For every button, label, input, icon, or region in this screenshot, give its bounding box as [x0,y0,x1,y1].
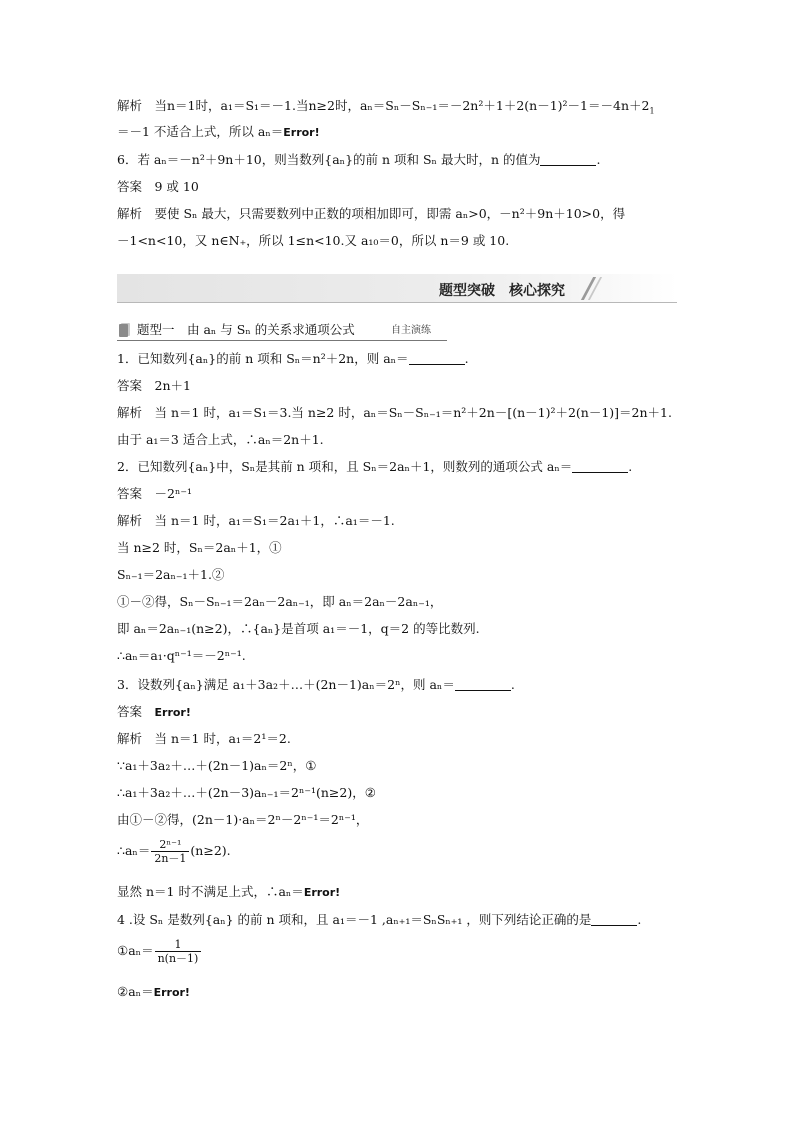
text: (n≥2). [190,843,231,858]
question-text: 2．已知数列{aₙ}中，Sₙ是其前 n 项和，且 Sₙ＝2aₙ＋1，则数列的通项公式 aₙ＝ [117,459,573,474]
question-text: 6．若 aₙ＝－n²＋9n＋10，则当数列{aₙ}的前 n 项和 Sₙ 最大时，n 的值为 [117,152,541,167]
solution-line: 由①－②得，(2n－1)·aₙ＝2ⁿ－2ⁿ⁻¹＝2ⁿ⁻¹， [117,812,369,827]
error-text: Error! [154,706,191,719]
answer-blank [591,913,637,926]
text: ①aₙ＝ [117,943,154,958]
question-6: 6．若 aₙ＝－n²＋9n＋10，则当数列{aₙ}的前 n 项和 Sₙ 最大时，n 的值为 . [117,152,601,167]
text: ＝－1 不适合上式，所以 aₙ＝ [117,124,284,139]
section-banner [117,274,677,303]
solution-line [117,884,340,901]
question-3: 3．设数列{aₙ}满足 a₁＋3a₂＋…＋(2n－1)aₙ＝2ⁿ，则 aₙ＝ . [117,677,515,692]
solution-line: 当 n≥2 时，Sₙ＝2aₙ＋1，① [117,540,282,555]
answer-line: 答案 －2ⁿ⁻¹ [117,486,192,501]
answer-blank [572,460,628,473]
error-text: Error! [303,886,341,899]
solution-line: ∵a₁＋3a₂＋…＋(2n－1)aₙ＝2ⁿ，① [117,758,317,773]
solution-line: 由于 a₁＝3 适合上式，∴aₙ＝2n＋1. [117,432,324,447]
question-text: 4 .设 Sₙ 是数列{aₙ} 的前 n 项和，且 a₁＝－1 ,aₙ₊₁＝SₙSₙ₊₁ ，则下列结论正确的是 [117,912,592,927]
answer-line: 答案 9 或 10 [117,179,199,194]
text: 显然 n＝1 时不满足上式，∴aₙ＝ [117,884,304,899]
question-4: 4 .设 Sₙ 是数列{aₙ} 的前 n 项和，且 a₁＝－1 ,aₙ₊₁＝SₙSₙ₊₁ ，则下列结论正确的是 . [117,912,642,927]
numerator: 1 [155,938,202,952]
solution-line: 解析 当 n＝1 时，a₁＝S₁＝3.当 n≥2 时，aₙ＝Sₙ－Sₙ₋₁＝n²＋2n－[(n－1)²＋2(n－1)]＝2n＋1. [117,405,672,420]
solution-line: 即 aₙ＝2aₙ₋₁(n≥2)，∴{aₙ}是首项 a₁＝－1，q＝2 的等比数列. [117,621,480,636]
solution-line: ①－②得，Sₙ－Sₙ₋₁＝2aₙ－2aₙ₋₁，即 aₙ＝2aₙ－2aₙ₋₁， [117,594,443,609]
solution-line: 解析 当 n＝1 时，a₁＝S₁＝2a₁＋1，∴a₁＝－1. [117,513,395,528]
fraction [155,938,202,965]
answer-label: 答案 [117,704,155,719]
section-title: 题型一 由 aₙ 与 Sₙ 的关系求通项公式 [137,322,355,337]
numerator: 2ⁿ⁻¹ [151,838,189,852]
solution-line: Sₙ₋₁＝2aₙ₋₁＋1.② [117,567,225,582]
option-2 [117,984,190,1001]
denominator: 2n－1 [154,852,187,865]
subscript: 1 [649,106,655,116]
text: 解析 当n＝1时，a₁＝S₁＝－1.当n≥2时，aₙ＝Sₙ－Sₙ₋₁＝－2n²＋1＋2(n－1)²－1＝－4n＋2 [117,98,650,113]
solution-line [117,98,655,120]
answer-blank [409,352,465,365]
solution-line: 解析 当 n＝1 时，a₁＝2¹＝2. [117,731,291,746]
error-text: Error! [153,986,190,999]
section-note: 自主演练 [391,325,431,336]
banner-title: 题型突破 核心探究 [439,283,565,299]
solution-line: ∴a₁＋3a₂＋…＋(2n－3)aₙ₋₁＝2ⁿ⁻¹(n≥2)，② [117,785,376,800]
question-text: 3．设数列{aₙ}满足 a₁＋3a₂＋…＋(2n－1)aₙ＝2ⁿ，则 aₙ＝ [117,677,455,692]
fraction [151,838,189,865]
answer-blank [540,153,596,166]
solution-line: ∴aₙ＝a₁·qⁿ⁻¹＝－2ⁿ⁻¹. [117,648,246,663]
solution-line: 解析 要使 Sₙ 最大，只需要数列中正数的项相加即可，即需 aₙ>0，－n²＋9n＋10>0，得 [117,206,626,221]
answer-line: 答案 2n＋1 [117,378,191,393]
solution-line: －1<n<10，又 n∈N₊，所以 1≤n<10.又 a₁₀＝0，所以 n＝9 或 10. [117,233,510,248]
error-text: Error! [283,126,320,139]
section-heading [117,322,447,341]
question-1: 1．已知数列{aₙ}的前 n 项和 Sₙ＝n²＋2n，则 aₙ＝ . [117,351,469,366]
solution-line [117,124,320,141]
denominator: n(n－1) [157,952,199,965]
option-1 [117,938,202,965]
solution-line [117,838,231,865]
text: ②aₙ＝ [117,984,154,999]
question-2: 2．已知数列{aₙ}中，Sₙ是其前 n 项和，且 Sₙ＝2aₙ＋1，则数列的通项公式 aₙ＝ . [117,459,633,474]
text: ∴aₙ＝ [117,843,151,858]
question-text: 1．已知数列{aₙ}的前 n 项和 Sₙ＝n²＋2n，则 aₙ＝ [117,351,409,366]
answer-blank [455,678,511,691]
answer-line [117,704,191,721]
bookmark-icon [119,324,128,337]
